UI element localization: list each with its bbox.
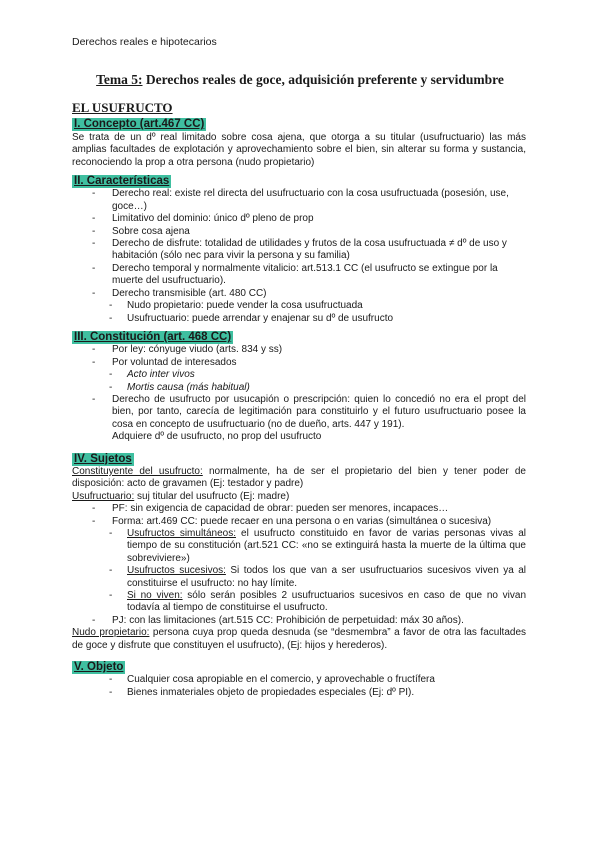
list-item: - Forma: art.469 CC: puede recaer en una persona o en varias (simultánea o sucesiva) — [112, 516, 526, 528]
usucapion-note: Adquiere dº de usufructo, no prop del usufructo — [112, 431, 322, 443]
section-title-objeto: V. Objeto — [74, 661, 124, 674]
constituyente-label: Constituyente del usufructo: — [72, 465, 203, 477]
constitucion-list — [92, 344, 526, 369]
section-heading: EL USUFRUCTO — [72, 100, 173, 115]
title-text: Derechos reales de goce, adquisición preferente y servidumbre — [142, 72, 504, 87]
list-item: - Cualquier cosa apropiable en el comercio, y aprovechable o fructífera — [127, 674, 526, 686]
sub-label: Usufructos simultáneos: — [127, 528, 236, 539]
objeto-sublist — [109, 674, 526, 699]
page-header: Derechos reales e hipotecarios — [72, 36, 217, 48]
list-item: - Derecho real: existe rel directa del usufructuario con la cosa usufructuada (posesión, use, goce…) — [112, 188, 526, 213]
transmisible-sublist — [109, 300, 526, 325]
list-item — [127, 369, 526, 381]
sub-label: Si no viven: — [127, 590, 183, 602]
pj-list — [92, 615, 526, 627]
inter-vivos-text: Acto inter vivos — [127, 369, 195, 381]
usucapion-list — [92, 394, 526, 431]
nudo-text: persona cuya prop queda desnuda (se “desmembra” a favor de otra las facultades de goce y disfrute que constituyen el usufructo), (Ej: hijos y herederos). — [72, 627, 526, 651]
mortis-causa-text: Mortis causa (más habitual) — [127, 381, 250, 393]
constituyente-text: normalmente, ha de ser el propietario del bien y tener poder de disposición: acto de gravamen (Ej: testador y padre) — [72, 465, 526, 490]
list-item: - Por ley: cónyuge viudo (arts. 834 y ss) — [112, 344, 526, 356]
usufructuario-label: Usufructuario: — [72, 490, 135, 502]
sub-text: el usufructo constituido en favor de varias personas vivas al tiempo de su constitución (art.521 CC: «no se extinguirá hasta la muerte de la última que sobreviviere») — [127, 528, 526, 564]
usufructuario-paragraph — [72, 491, 526, 503]
constituyente-paragraph — [72, 466, 526, 491]
list-item: - Derecho temporal y normalmente vitalicio: art.513.1 CC (el usufructo se extingue por la muerte del usufructuario). — [112, 263, 526, 288]
list-item: - Limitativo del dominio: único dº pleno de prop — [112, 213, 526, 225]
voluntad-sublist — [109, 369, 526, 394]
list-item — [127, 590, 526, 615]
list-item — [127, 382, 526, 394]
title-prefix: Tema 5: — [96, 72, 143, 87]
list-item — [127, 565, 526, 590]
list-item: - Derecho de usufructo por usucapión o prescripción: quien lo concedió no era el propt del bien, por tanto, carecía de legitimación para constituirlo y el futuro usufructuario posee la cosa en concepto de usufructuario (no de dueño, arts. 447 y 191). — [112, 394, 526, 431]
list-item: - Bienes inmateriales objeto de propiedades especiales (Ej: dº PI). — [127, 687, 526, 699]
sub-label: Usufructos sucesivos: — [127, 565, 226, 577]
concepto-paragraph: Se trata de un dº real limitado sobre cosa ajena, que otorga a su titular (usufructuario) las más amplias facultades de explotación y aprovechamiento sobre el bien, sin alterar su forma y sustancia, reconociendo la prop a otra persona (nudo propietario) — [72, 131, 526, 168]
section-title-constitucion: III. Constitución (art. 468 CC) — [74, 330, 232, 343]
caracteristicas-list — [92, 188, 526, 300]
section-title-caracteristicas: II. Características — [74, 175, 170, 188]
nudo-label: Nudo propietario: — [72, 627, 150, 639]
document-title — [0, 72, 600, 88]
list-item: - Usufructuario: puede arrendar y enajenar su dº de usufructo — [127, 313, 526, 325]
section-title-sujetos: IV. Sujetos — [74, 452, 132, 465]
sujetos-list — [92, 503, 526, 528]
list-item: - Por voluntad de interesados — [112, 357, 526, 369]
list-item — [127, 528, 526, 565]
sub-text: sólo serán posibles 2 usufructuarios sucesivos en caso de que no vivan todavía al tiempo de constituirse el usufructo. — [127, 590, 527, 614]
sub-text: Si todos los que van a ser usufructuarios sucesivos viven ya al constituirse el usufructo: no hay límite. — [127, 565, 526, 589]
list-item: - Derecho transmisible (art. 480 CC) — [112, 288, 526, 300]
list-item: - Derecho de disfrute: totalidad de utilidades y frutos de la cosa usufructuada ≠ dº de uso y habitación (sólo nec para vivir la persona y su familia) — [112, 238, 526, 263]
list-item: - Nudo propietario: puede vender la cosa usufructuada — [127, 300, 526, 312]
nudo-propietario-paragraph — [72, 627, 526, 652]
usufructuario-text: suj titular del usufructo (Ej: madre) — [134, 490, 290, 502]
section-title-concepto: I. Concepto (art.467 CC) — [74, 118, 205, 131]
list-item: - PF: sin exigencia de capacidad de obrar: pueden ser menores, incapaces… — [112, 503, 526, 515]
forma-sublist — [109, 528, 526, 615]
list-item: - PJ: con las limitaciones (art.515 CC: Prohibición de perpetuidad: máx 30 años). — [112, 615, 526, 627]
document-body — [72, 102, 526, 699]
list-item: - Sobre cosa ajena — [112, 226, 526, 238]
